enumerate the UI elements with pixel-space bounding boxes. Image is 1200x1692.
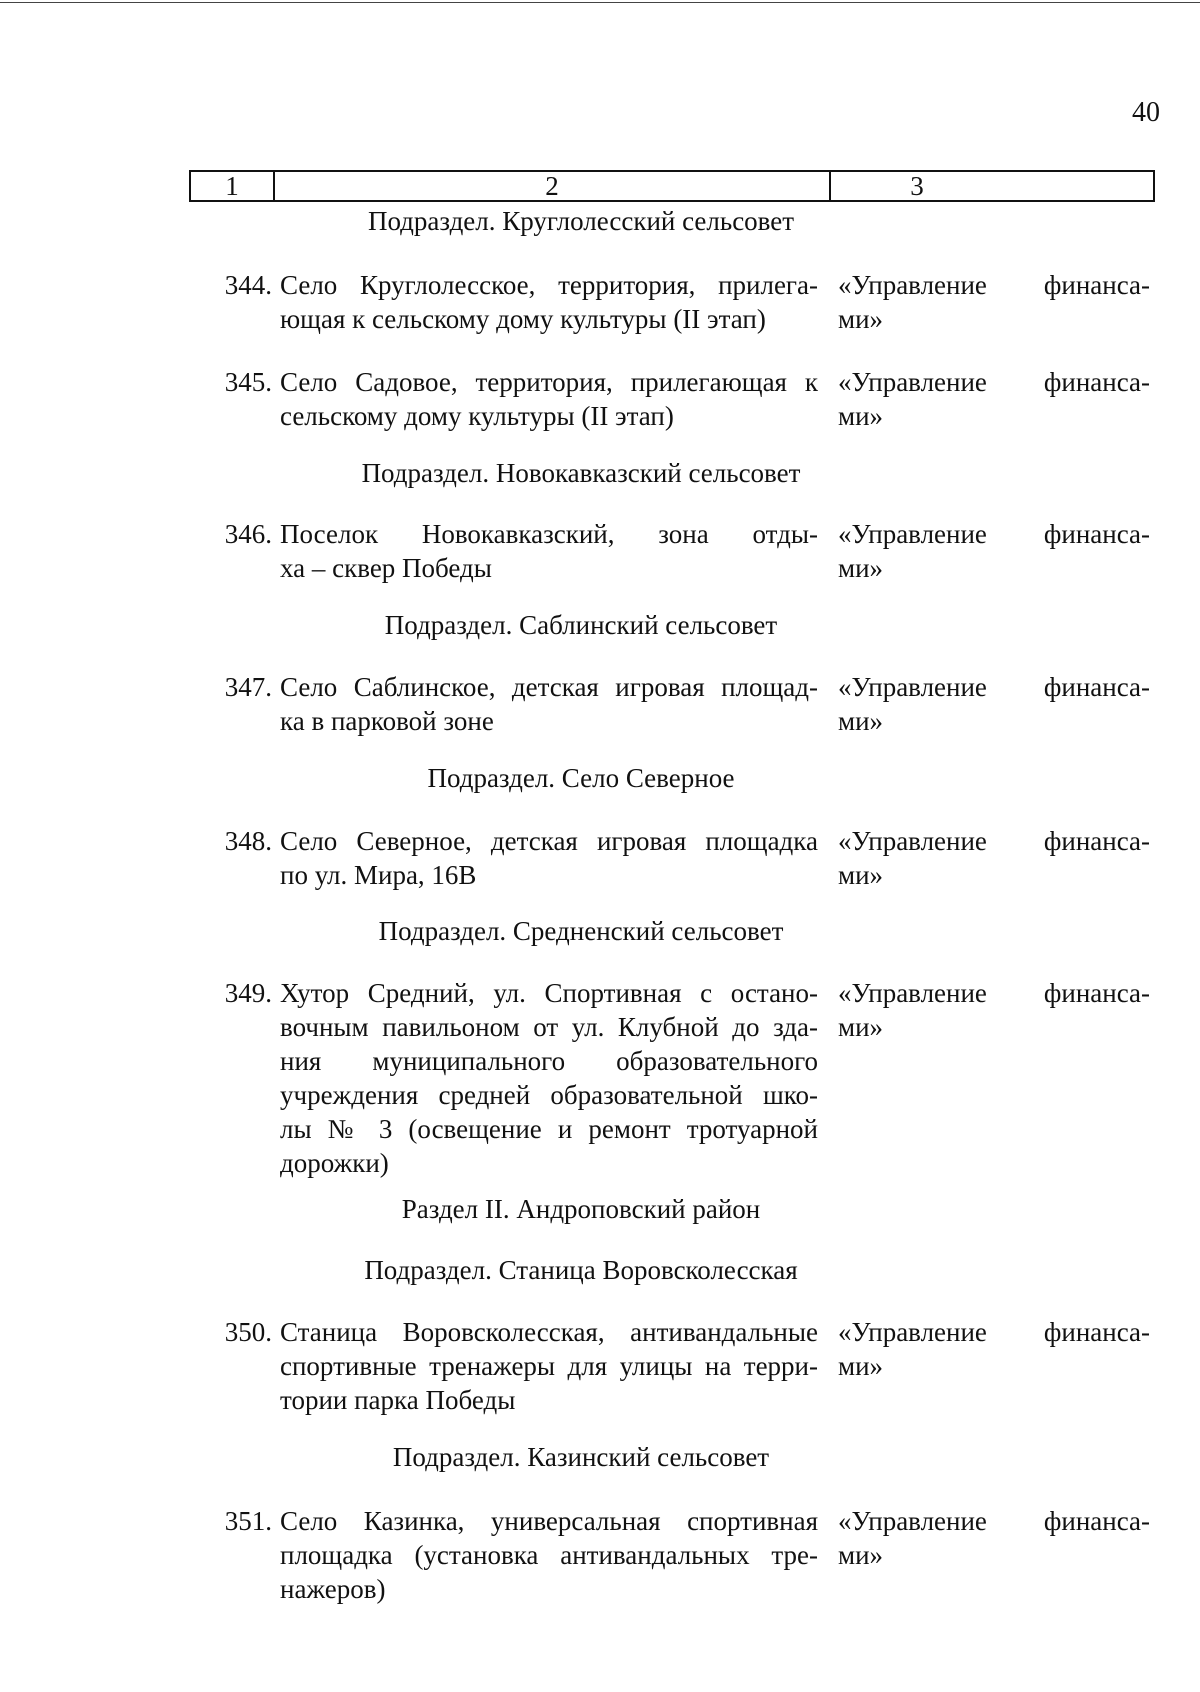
entry-number: 348. <box>224 826 272 856</box>
entry-executor <box>838 517 1150 585</box>
section-heading: Подраздел. Село Северное <box>427 763 735 793</box>
description-line: Село Круглолесское, территория, прилега- <box>280 270 818 300</box>
description-line: нажеров) <box>280 1574 386 1604</box>
executor-line: ми» <box>838 1351 884 1381</box>
description-line: спортивные тренажеры для улицы на терри- <box>280 1351 818 1381</box>
executor-line: «Управление финанса- <box>838 826 1150 856</box>
entry-number: 346. <box>224 519 272 549</box>
executor-line: «Управление финанса- <box>838 519 1150 549</box>
executor-line: «Управление финанса- <box>838 367 1150 397</box>
entry-description <box>280 517 818 585</box>
section-heading: Подраздел. Новокавказский сельсовет <box>361 458 801 488</box>
executor-line: «Управление финанса- <box>838 672 1150 702</box>
entry-description <box>280 670 818 738</box>
description-line: сельскому дому культуры (II этап) <box>280 401 674 431</box>
description-line: дорожки) <box>280 1148 389 1178</box>
description-line: ния муниципального образовательного <box>280 1046 818 1076</box>
entry-executor <box>838 365 1150 433</box>
entry-number: 349. <box>224 978 272 1008</box>
executor-line: «Управление финанса- <box>838 270 1150 300</box>
entry-executor <box>838 670 1150 738</box>
column-number-2: 2 <box>275 172 831 200</box>
entry-number: 347. <box>224 672 272 702</box>
description-line: ха – сквер Победы <box>280 553 492 583</box>
description-line: ка в парковой зоне <box>280 706 494 736</box>
description-line: Поселок Новокавказский, зона отды- <box>280 519 818 549</box>
entry-description <box>280 365 818 433</box>
description-line: Село Северное, детская игровая площадка <box>280 826 818 856</box>
executor-line: ми» <box>838 706 884 736</box>
section-heading: Подраздел. Средненский сельсовет <box>378 916 784 946</box>
entry-executor <box>838 1504 1150 1572</box>
entry-number: 350. <box>224 1317 272 1347</box>
column-number-3: 3 <box>910 171 924 201</box>
table-column-header <box>189 170 1155 202</box>
top-rule <box>0 2 1200 3</box>
executor-line: ми» <box>838 553 884 583</box>
executor-line: «Управление финанса- <box>838 978 1150 1008</box>
entry-executor <box>838 1315 1150 1383</box>
entry-description <box>280 1504 818 1606</box>
description-line: ющая к сельскому дому культуры (II этап) <box>280 304 766 334</box>
description-line: тории парка Победы <box>280 1385 516 1415</box>
entry-description <box>280 1315 818 1417</box>
description-line: Хутор Средний, ул. Спортивная с остано- <box>280 978 818 1008</box>
executor-line: ми» <box>838 304 884 334</box>
section-heading: Подраздел. Саблинский сельсовет <box>384 610 778 640</box>
entry-executor <box>838 824 1150 892</box>
entry-number: 351. <box>224 1506 272 1536</box>
description-line: Село Казинка, универсальная спортивная <box>280 1506 818 1536</box>
column-number-1: 1 <box>191 172 275 200</box>
entry-executor <box>838 268 1150 336</box>
entry-description <box>280 824 818 892</box>
description-line: Село Садовое, территория, прилегающая к <box>280 367 818 397</box>
description-line: вочным павильоном от ул. Клубной до зда- <box>280 1012 818 1042</box>
entry-number: 345. <box>224 367 272 397</box>
executor-line: «Управление финанса- <box>838 1317 1150 1347</box>
description-line: площадка (установка антивандальных тре- <box>280 1540 818 1570</box>
entry-number: 344. <box>224 270 272 300</box>
description-line: Станица Воровсколесская, антивандальные <box>280 1317 818 1347</box>
description-line: лы № 3 (освещение и ремонт тротуарной <box>280 1114 818 1144</box>
entry-description <box>280 976 818 1180</box>
executor-line: ми» <box>838 860 884 890</box>
executor-line: ми» <box>838 1012 884 1042</box>
entry-description <box>280 268 818 336</box>
executor-line: ми» <box>838 1540 884 1570</box>
description-line: Село Саблинское, детская игровая площад- <box>280 672 818 702</box>
page-number: 40 <box>1132 97 1160 128</box>
section-heading: Подраздел. Круглолесский сельсовет <box>367 206 795 236</box>
section-heading: Раздел II. Андроповский район <box>401 1194 761 1224</box>
section-heading: Подраздел. Казинский сельсовет <box>392 1442 770 1472</box>
section-heading: Подраздел. Станица Воровсколесская <box>364 1255 798 1285</box>
executor-line: ми» <box>838 401 884 431</box>
entry-executor <box>838 976 1150 1044</box>
description-line: по ул. Мира, 16В <box>280 860 477 890</box>
description-line: учреждения средней образовательной шко- <box>280 1080 818 1110</box>
executor-line: «Управление финанса- <box>838 1506 1150 1536</box>
